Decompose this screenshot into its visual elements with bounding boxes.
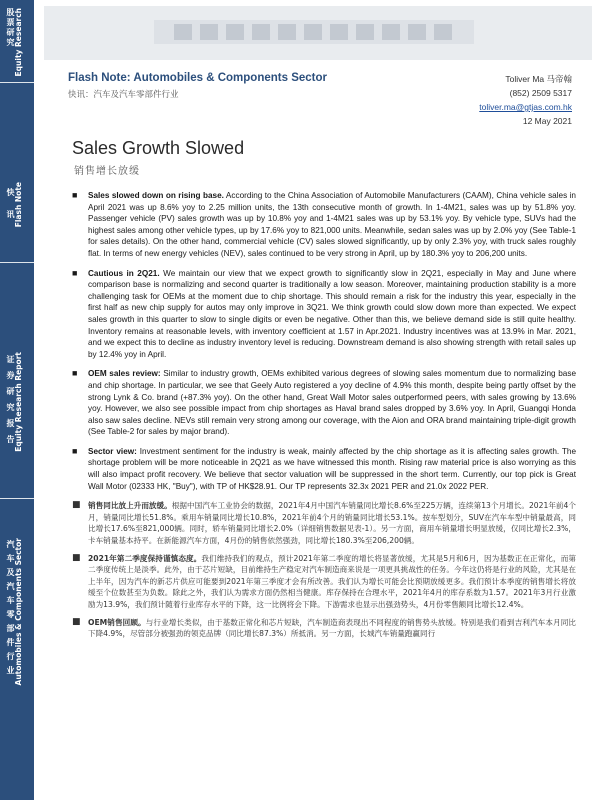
- paragraph-lead: OEM sales review:: [88, 369, 161, 379]
- paragraph-lead: Sector view:: [88, 446, 137, 456]
- paragraph-lead: Cautious in 2Q21.: [88, 268, 160, 278]
- sidebar-cn-label: 汽车及汽车零部件行业: [6, 540, 15, 675]
- sidebar-cn-label: 快讯: [6, 188, 15, 219]
- paragraph-text: 我们维持我们的观点，预计2021年第二季度的增长将显著放缓，尤其是5月和6月，因为基数正在正常化，而第二季度传统上是淡季。此外，由于芯片短缺，目前维持生产稳定对汽车制造商来说是一项更具挑战性的任务。今年这仍将是行业的风险，尤其是在上半年，因为汽车的新芯片供应可能要到2021年第三季度才会有所改善。我们认为增长可能会比预期放缓更多。我们预计本季度的销售增长将放缓至个位数甚至为负数。除此之外，我们认为需求方面仍然相当健康。库存保持在合理水平，2021年4月的库存系数为1.57。2021年3月行业激励为13.9%，我们预计随着行业库存水平的下降，这一比例将会下降。下游需求也显示出强劲势头，4月份零售额同比增长12.4%。: [88, 553, 577, 609]
- analyst-phone: (852) 2509 5317: [509, 88, 572, 98]
- sidebar-flash-note: [0, 182, 34, 242]
- sidebar-cn-label: 股票研究: [6, 8, 15, 47]
- paragraph-text: 根据中国汽车工业协会的数据，2021年4月中国汽车销量同比增长8.6%至225万辆，连续第13个月增长。2021年前4个月，销量同比增长51.8%。乘用车销量同比增长10.8%，2021年前4个月的销量同比增长53.1%。按车型划分，SUV在汽车车型中销量最高，同比增长17.6%至821,000辆。同时，轿车销量同比增长2.0%（详细销售数据见表-1）。另一方面，商用车销量增长明显放缓，仅同比增长2.3%，卡车销量基本持平。在新能源汽车方面，4月份的销售依然强劲，同比增长180.3%至206,200辆。: [88, 501, 576, 546]
- paragraph-text: 与行业增长类似，由于基数正常化和芯片短缺，汽车制造商表现出不同程度的销售势头放缓。特别是我们看到吉利汽车本月同比下降4.9%，尽管部分被强劲的领克品牌（同比增长87.3%）所抵消。另一方面，长城汽车销量跑赢同行: [88, 617, 576, 639]
- sidebar-equity-research: [0, 8, 34, 78]
- bullet-icon: ■: [72, 368, 78, 379]
- sidebar-divider: [0, 498, 34, 499]
- paragraph-lead: 销售同比放上升而放缓。: [88, 501, 172, 511]
- bullet-icon: ■: [72, 445, 78, 456]
- analyst-name: Toliver Ma 马帝翰: [505, 74, 572, 84]
- sidebar-sector: [0, 538, 34, 698]
- paragraph-lead: 2021年第二季度保持谨慎态度。: [88, 553, 202, 563]
- sidebar: [0, 0, 34, 800]
- report-title: Sales Growth Slowed: [72, 138, 245, 158]
- analyst-info: [479, 72, 572, 128]
- bullet-icon: ■: [72, 500, 81, 511]
- bullet-icon: ■: [72, 552, 81, 563]
- paragraph-cautious: [66, 268, 576, 361]
- paragraph-cn-sales: [66, 500, 576, 546]
- bullet-icon: ■: [72, 190, 78, 200]
- sidebar-en-label: Flash Note: [14, 182, 23, 228]
- banner-watermark-logo: [154, 16, 474, 48]
- sidebar-divider: [0, 262, 34, 263]
- report-date: 12 May 2021: [522, 116, 572, 126]
- sidebar-equity-research-report: [0, 352, 34, 462]
- sidebar-cn-label: 证券研究报告: [6, 355, 15, 444]
- analyst-email-link[interactable]: toliver.ma@gtjas.com.hk: [479, 102, 572, 112]
- paragraph-oem-review: [66, 368, 576, 438]
- paragraph-lead: OEM销售回顾。: [88, 617, 146, 627]
- paragraph-text: We maintain our view that we expect growth to significantly slow in 2Q21, especially in May and June where comparison base is normalizing and second quarter is traditionally a low season. Moreover, maintaining production stability is a more challenging task for OEMs at the moment due to chip shortage. This should remain a risk for the industry this year, especially in the first half as new chip supply for autos may only improve in 3Q21. We think growth could slow down more than expected. We expect sales growth in this quarter to slow to single digits or even be negative. Other than this, we believe demand side is still quite healthy. Inventory remains at reasonable levels, with inventory coefficient at 1.57 in Apr.2021. Industry incentives was at 13.9% in Mar. 2021, and we expect this to decline as industry inventory level is reducing. Downstream demand is also showing strength with retail sales up by 12.4% yoy in April.: [88, 268, 577, 359]
- paragraph-sector-view: [66, 446, 576, 492]
- header-banner: [44, 6, 592, 60]
- paragraph-lead: Sales slowed down on rising base.: [88, 191, 224, 200]
- series-title: Flash Note: Automobiles & Components Sector: [68, 72, 327, 84]
- paragraph-cn-cautious: [66, 553, 576, 611]
- paragraph-text: According to the China Association of Automobile Manufacturers (CAAM), China vehicle sales in April 2021 was up 8.6% yoy to 2.25 million units, the 13th consecutive month of growth. In 1-4M21, sales was up by 51.8% yoy. Passenger vehicle (PV) sales growth was up by 10.8% yoy and 1-4M21 sales was up by 53.1% yoy. By vehicle type, SUVs had the highest sales among other vehicle types, up by 17.6% yoy to 821,000 units. Meanwhile, sedan sales was up by 2.0% yoy (See Table-1 for sales details). On the other hand, commercial vehicle (CV) sales slowed significantly, up by only 2.3% yoy, with truck sales roughly flat. In terms of new energy vehicles (NEV), sales continued to be very strong in April, up by 180.3% yoy to 206,200 units.: [88, 191, 576, 258]
- paragraph-sales: [66, 190, 576, 260]
- paragraph-text: Similar to industry growth, OEMs exhibited various degrees of slowing sales momentum due to normalizing base and chip shortage. In particular, we see that Geely Auto registered a yoy decline of 4.9% this month, despite being partly offset by the strong Lynk & Co. brand (+87.3% yoy). On the other hand, Great Wall Motor sales outperformed peers, with sales growing by 13.6% yoy. However, we also see possible impact from chip shortages as Haval brand sales dropped by 3.6% yoy. In April, Guangqi Honda also saw sales decline. NEVs still remain very strong among our coverage, with the Aion and ORA brand maintaining triple-digit growth (See Table-2 for sales by major brand).: [88, 369, 576, 437]
- sidebar-en-label: Equity Research: [14, 8, 23, 77]
- sidebar-en-label: Equity Research Report: [14, 352, 23, 452]
- report-series-header: [68, 72, 327, 100]
- sidebar-en-label: Automobiles & Components Sector: [14, 538, 23, 686]
- report-subtitle: 销售增长放缓: [74, 166, 140, 177]
- series-subtitle: 快讯：汽车及汽车零部件行业: [68, 90, 179, 100]
- report-body: [66, 190, 576, 646]
- paragraph-text: Investment sentiment for the industry is weak, mainly affected by the chip shortage as it is affecting sales growth. The shortage problem will be more noticeable in 2Q21 as we have witnessed this month. Rising raw material price is also worrying as this will also impact profit recovery. We believe that sector valuation will be suppressed in the short term. Currently, our top pick is Great Wall Motor (02333 HK, "Buy"), with TP of HK$28.91. Our TP represents 32.3x 2021 PER and 21.0x 2022 PER.: [88, 446, 576, 491]
- sidebar-divider: [0, 82, 34, 83]
- paragraph-cn-oem: [66, 617, 576, 640]
- bullet-icon: ■: [72, 267, 78, 278]
- bullet-icon: ■: [72, 616, 81, 627]
